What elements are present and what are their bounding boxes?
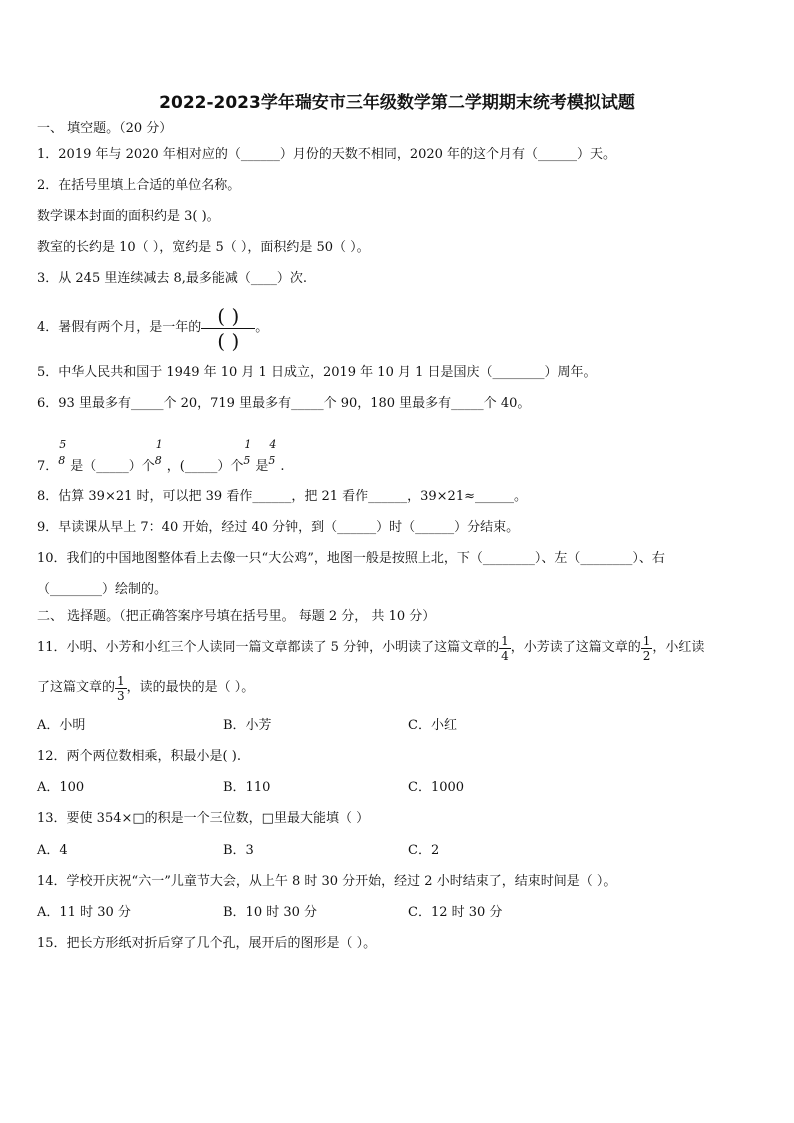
fraction-denominator: 4: [501, 648, 509, 663]
question-4-text: 4．暑假有两个月，是一年的: [37, 320, 202, 335]
question-6: 6．93 里最多有_____个 20，719 里最多有_____个 90，180 里最多有_____个 40。: [37, 396, 531, 411]
question-14-option-b[interactable]: B．10 时 30 分: [223, 905, 318, 920]
blank-fraction-bottom: ( ): [217, 328, 240, 353]
fraction-numerator: 1: [244, 438, 252, 451]
question-12-option-b[interactable]: B．110: [223, 780, 271, 795]
page-title: 2022-2023学年瑞安市三年级数学第二学期期末统考模拟试题: [159, 93, 635, 113]
question-7-text-4: .: [280, 459, 285, 474]
question-14: 14．学校开庆祝“六一”儿童节大会，从上午 8 时 30 分开始，经过 2 小时结束了，结束时间是（ ）。: [37, 874, 617, 889]
question-11-text-2: ，小芳读了这篇文章的: [510, 640, 641, 655]
fraction-1-8: [154, 438, 167, 470]
question-11-line-1: [37, 630, 704, 666]
section-2-heading: 二、 选择题。（把正确答案序号填在括号里。 每题 2 分， 共 10 分）: [37, 609, 436, 624]
question-11-option-c[interactable]: C．小红: [408, 718, 457, 733]
question-7-text-3: 是: [255, 459, 269, 474]
blank-fraction-top: ( ): [217, 303, 240, 328]
question-14-option-c[interactable]: C．12 时 30 分: [408, 905, 503, 920]
question-13-option-a[interactable]: A．4: [37, 843, 68, 858]
question-7-text-1: 是（_____）个: [70, 459, 155, 474]
question-11-line-2: [37, 670, 254, 706]
fraction-numerator: 1: [155, 438, 163, 451]
question-11-text-3: ，小红读: [652, 640, 705, 655]
fraction-denominator: 2: [642, 648, 651, 663]
question-13: 13．要使 354×□的积是一个三位数，□里最大能填（ ）: [37, 811, 370, 826]
question-7: [37, 438, 285, 476]
question-2: 2．在括号里填上合适的单位名称。: [37, 178, 241, 193]
question-11-text-4: 了这篇文章的: [37, 680, 116, 695]
question-11-text-1: 11．小明、小芳和小红三个人读同一篇文章都读了 5 分钟，小明读了这篇文章的: [37, 640, 500, 655]
question-13-option-b[interactable]: B．3: [223, 843, 254, 858]
question-11-text-5: ，读的最快的是（ ）。: [126, 680, 255, 695]
fraction-numerator: 1: [642, 633, 651, 648]
fraction-1-3: [115, 675, 127, 702]
question-12-option-a[interactable]: A．100: [37, 780, 85, 795]
fraction-5-8: [58, 438, 70, 470]
question-1: 1．2019 年与 2020 年相对应的（______）月份的天数不相同，2020 年的这个月有（______）天。: [37, 147, 617, 162]
question-3: 3．从 245 里连续减去 8,最多能减（____）次.: [37, 271, 308, 286]
blank-fraction: [201, 305, 255, 352]
question-5: 5．中华人民共和国于 1949 年 10 月 1 日成立，2019 年 10 月 1 日是国庆（________）周年。: [37, 365, 597, 380]
question-2b: 教室的长约是 10（ ），宽约是 5（ ），面积约是 50（ ）。: [37, 240, 370, 255]
question-12: 12．两个两位数相乘，积最小是( ).: [37, 749, 241, 764]
question-15: 15．把长方形纸对折后穿了几个孔，展开后的图形是（ ）。: [37, 936, 377, 951]
question-2a: 数学课本封面的面积约是 3( )。: [37, 209, 220, 224]
question-10-line-1: 10．我们的中国地图整体看上去像一只“大公鸡”，地图一般是按照上北，下（________）、左（________）、右: [37, 551, 665, 566]
section-1-heading: 一、 填空题。（20 分）: [37, 121, 173, 136]
question-12-option-c[interactable]: C．1000: [408, 780, 465, 795]
fraction-denominator: 5: [268, 454, 276, 467]
fraction-4-5: [268, 438, 280, 470]
fraction-numerator: 1: [501, 633, 509, 648]
fraction-denominator: 5: [243, 454, 251, 467]
fraction-denominator: 8: [154, 454, 162, 467]
fraction-denominator: 8: [58, 454, 66, 467]
fraction-1-2: [641, 635, 653, 662]
question-4-end: 。: [255, 320, 269, 335]
fraction-1-4: [499, 635, 511, 662]
question-4: [37, 300, 268, 356]
fraction-numerator: 5: [59, 438, 67, 451]
question-9: 9．早读课从早上 7：40 开始，经过 40 分钟，到（______）时（______）分结束。: [37, 520, 520, 535]
question-11-option-b[interactable]: B．小芳: [223, 718, 272, 733]
question-10-line-2: （________）绘制的。: [37, 582, 168, 597]
fraction-numerator: 4: [269, 438, 277, 451]
question-7-text-2: ，(_____）个: [166, 459, 244, 474]
fraction-denominator: 3: [117, 688, 125, 703]
fraction-1-5: [243, 438, 255, 470]
question-13-option-c[interactable]: C．2: [408, 843, 440, 858]
question-7-label: 7．: [37, 459, 59, 474]
fraction-numerator: 1: [117, 673, 125, 688]
question-14-option-a[interactable]: A．11 时 30 分: [37, 905, 131, 920]
question-11-option-a[interactable]: A．小明: [37, 718, 86, 733]
question-8: 8．估算 39×21 时，可以把 39 看作______，把 21 看作______，39×21≈______。: [37, 489, 527, 504]
